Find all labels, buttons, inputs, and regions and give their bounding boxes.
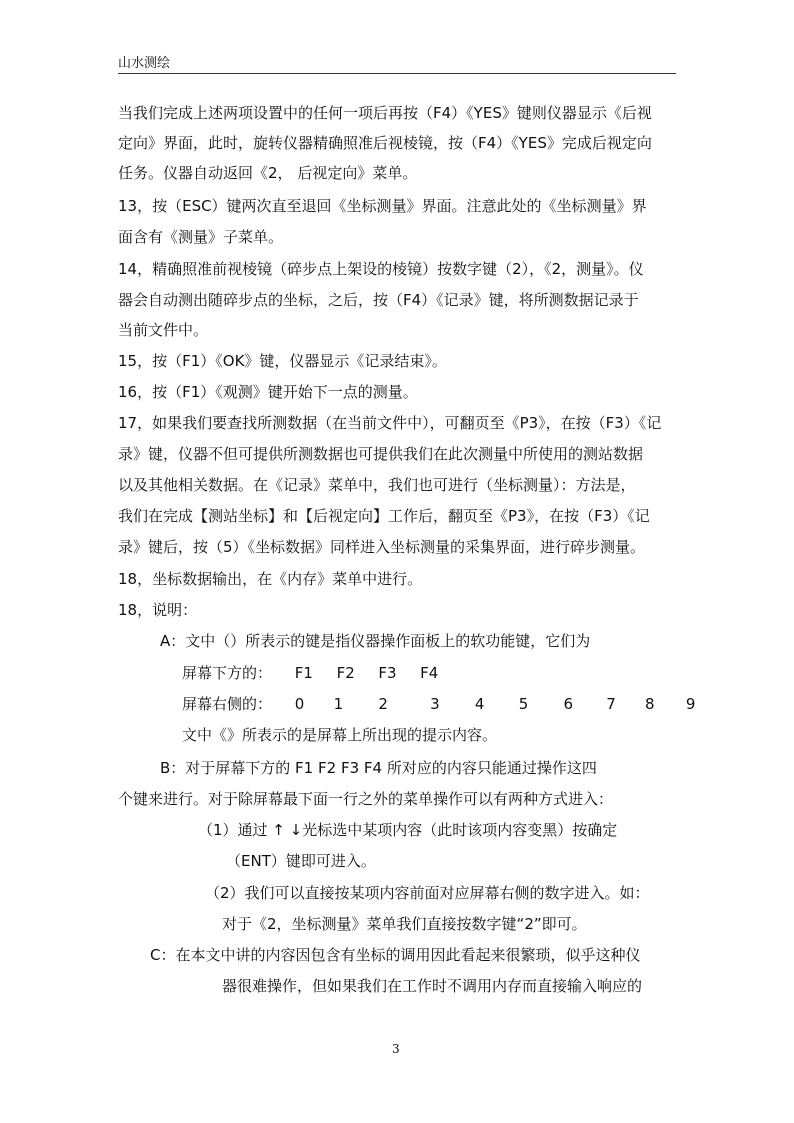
key-label: F2: [336, 664, 355, 682]
key-label: 4: [474, 695, 485, 713]
key-label: 3: [430, 695, 440, 713]
paragraph-line: 面含有《测量》子菜单。: [118, 228, 284, 246]
paragraph-line: B：对于屏幕下方的 F1 F2 F3 F4 所对应的内容只能通过操作这四: [160, 759, 597, 777]
paragraph-line: 13，按（ESC）键两次直至退回《坐标测量》界面。注意此处的《坐标测量》界: [118, 197, 647, 215]
paragraph-line: （1）通过 ↑ ↓光标选中某项内容（此时该项内容变黑）按确定: [198, 821, 618, 839]
paragraph-line: A：文中（）所表示的键是指仪器操作面板上的软功能键，它们为: [160, 632, 591, 650]
key-label: 7: [606, 695, 616, 713]
key-label: 1: [333, 695, 344, 713]
paragraph-line: C：在本文中讲的内容因包含有坐标的调用因此看起来很繁琐，似乎这种仪: [150, 946, 641, 964]
paragraph-line: 17，如果我们要查找所测数据（在当前文件中），可翻页至《P3》，在按（F3）《记: [118, 414, 662, 432]
paragraph-line: 定向》界面，此时，旋转仪器精确照准后视棱镜，按（F4）《YES》完成后视定向: [118, 134, 652, 152]
paragraph-line: 录》键，仪器不但可提供所测数据也可提供我们在此次测量中所使用的测站数据: [118, 445, 644, 463]
key-label: F3: [378, 664, 397, 682]
key-label: 9: [685, 695, 696, 713]
paragraph-line: 15，按（F1）《OK》键，仪器显示《记录结束》。: [118, 352, 447, 370]
key-label: 8: [645, 695, 655, 713]
paragraph-line: 器很难操作，但如果我们在工作时不调用内存而直接输入响应的: [222, 977, 643, 995]
header-divider: [118, 73, 676, 74]
paragraph-line: 14，精确照准前视棱镜（碎步点上架设的棱镜）按数字键（2），《2，测量》。仪: [118, 260, 644, 278]
key-label: 5: [518, 695, 529, 713]
bottom-keys-label: 屏幕下方的：: [182, 664, 273, 682]
page-number: 3: [392, 1042, 400, 1056]
key-label: 6: [563, 695, 574, 713]
paragraph-line: 录》键后，按（5）《坐标数据》同样进入坐标测量的采集界面，进行碎步测量。: [118, 538, 646, 556]
key-label: F1: [294, 664, 313, 682]
paragraph-line: 当我们完成上述两项设置中的任何一项后再按（F4）《YES》键则仪器显示《后视: [118, 104, 652, 122]
paragraph-line: 个键来进行。对于除屏幕最下面一行之外的菜单操作可以有两种方式进入：: [118, 790, 614, 808]
right-keys-label: 屏幕右侧的：: [182, 695, 273, 713]
paragraph-line: 器会自动测出随碎步点的坐标，之后，按（F4）《记录》键，将所测数据记录于: [118, 291, 639, 309]
key-label: F4: [420, 664, 439, 682]
key-label: 0: [294, 695, 305, 713]
page-header-title: 山水测绘: [118, 56, 171, 71]
paragraph-line: 以及其他相关数据。在《记录》菜单中，我们也可进行（坐标测量）：方法是，: [118, 476, 636, 494]
paragraph-line: （2）我们可以直接按某项内容前面对应屏幕右侧的数字进入。如：: [205, 884, 650, 902]
paragraph-line: 当前文件中。: [118, 321, 209, 339]
paragraph-line: 文中《》所表示的是屏幕上所出现的提示内容。: [182, 726, 498, 744]
bottom-keys-row: [182, 663, 457, 683]
paragraph-line: 我们在完成【测站坐标】和【后视定向】工作后，翻页至《P3》，在按（F3）《记: [118, 507, 650, 525]
right-keys-row: [182, 694, 698, 714]
paragraph-line: 对于《2，坐标测量》菜单我们直接按数字键“2”即可。: [222, 915, 587, 933]
paragraph-line: （ENT）键即可进入。: [226, 852, 376, 870]
key-label: 2: [378, 695, 388, 713]
paragraph-line: 16，按（F1）《观测》键开始下一点的测量。: [118, 383, 418, 401]
paragraph-line: 18，坐标数据输出，在《内存》菜单中进行。: [118, 570, 423, 588]
paragraph-line: 18，说明：: [118, 601, 198, 619]
paragraph-line: 任务。仪器自动返回《2， 后视定向》菜单。: [118, 164, 418, 182]
